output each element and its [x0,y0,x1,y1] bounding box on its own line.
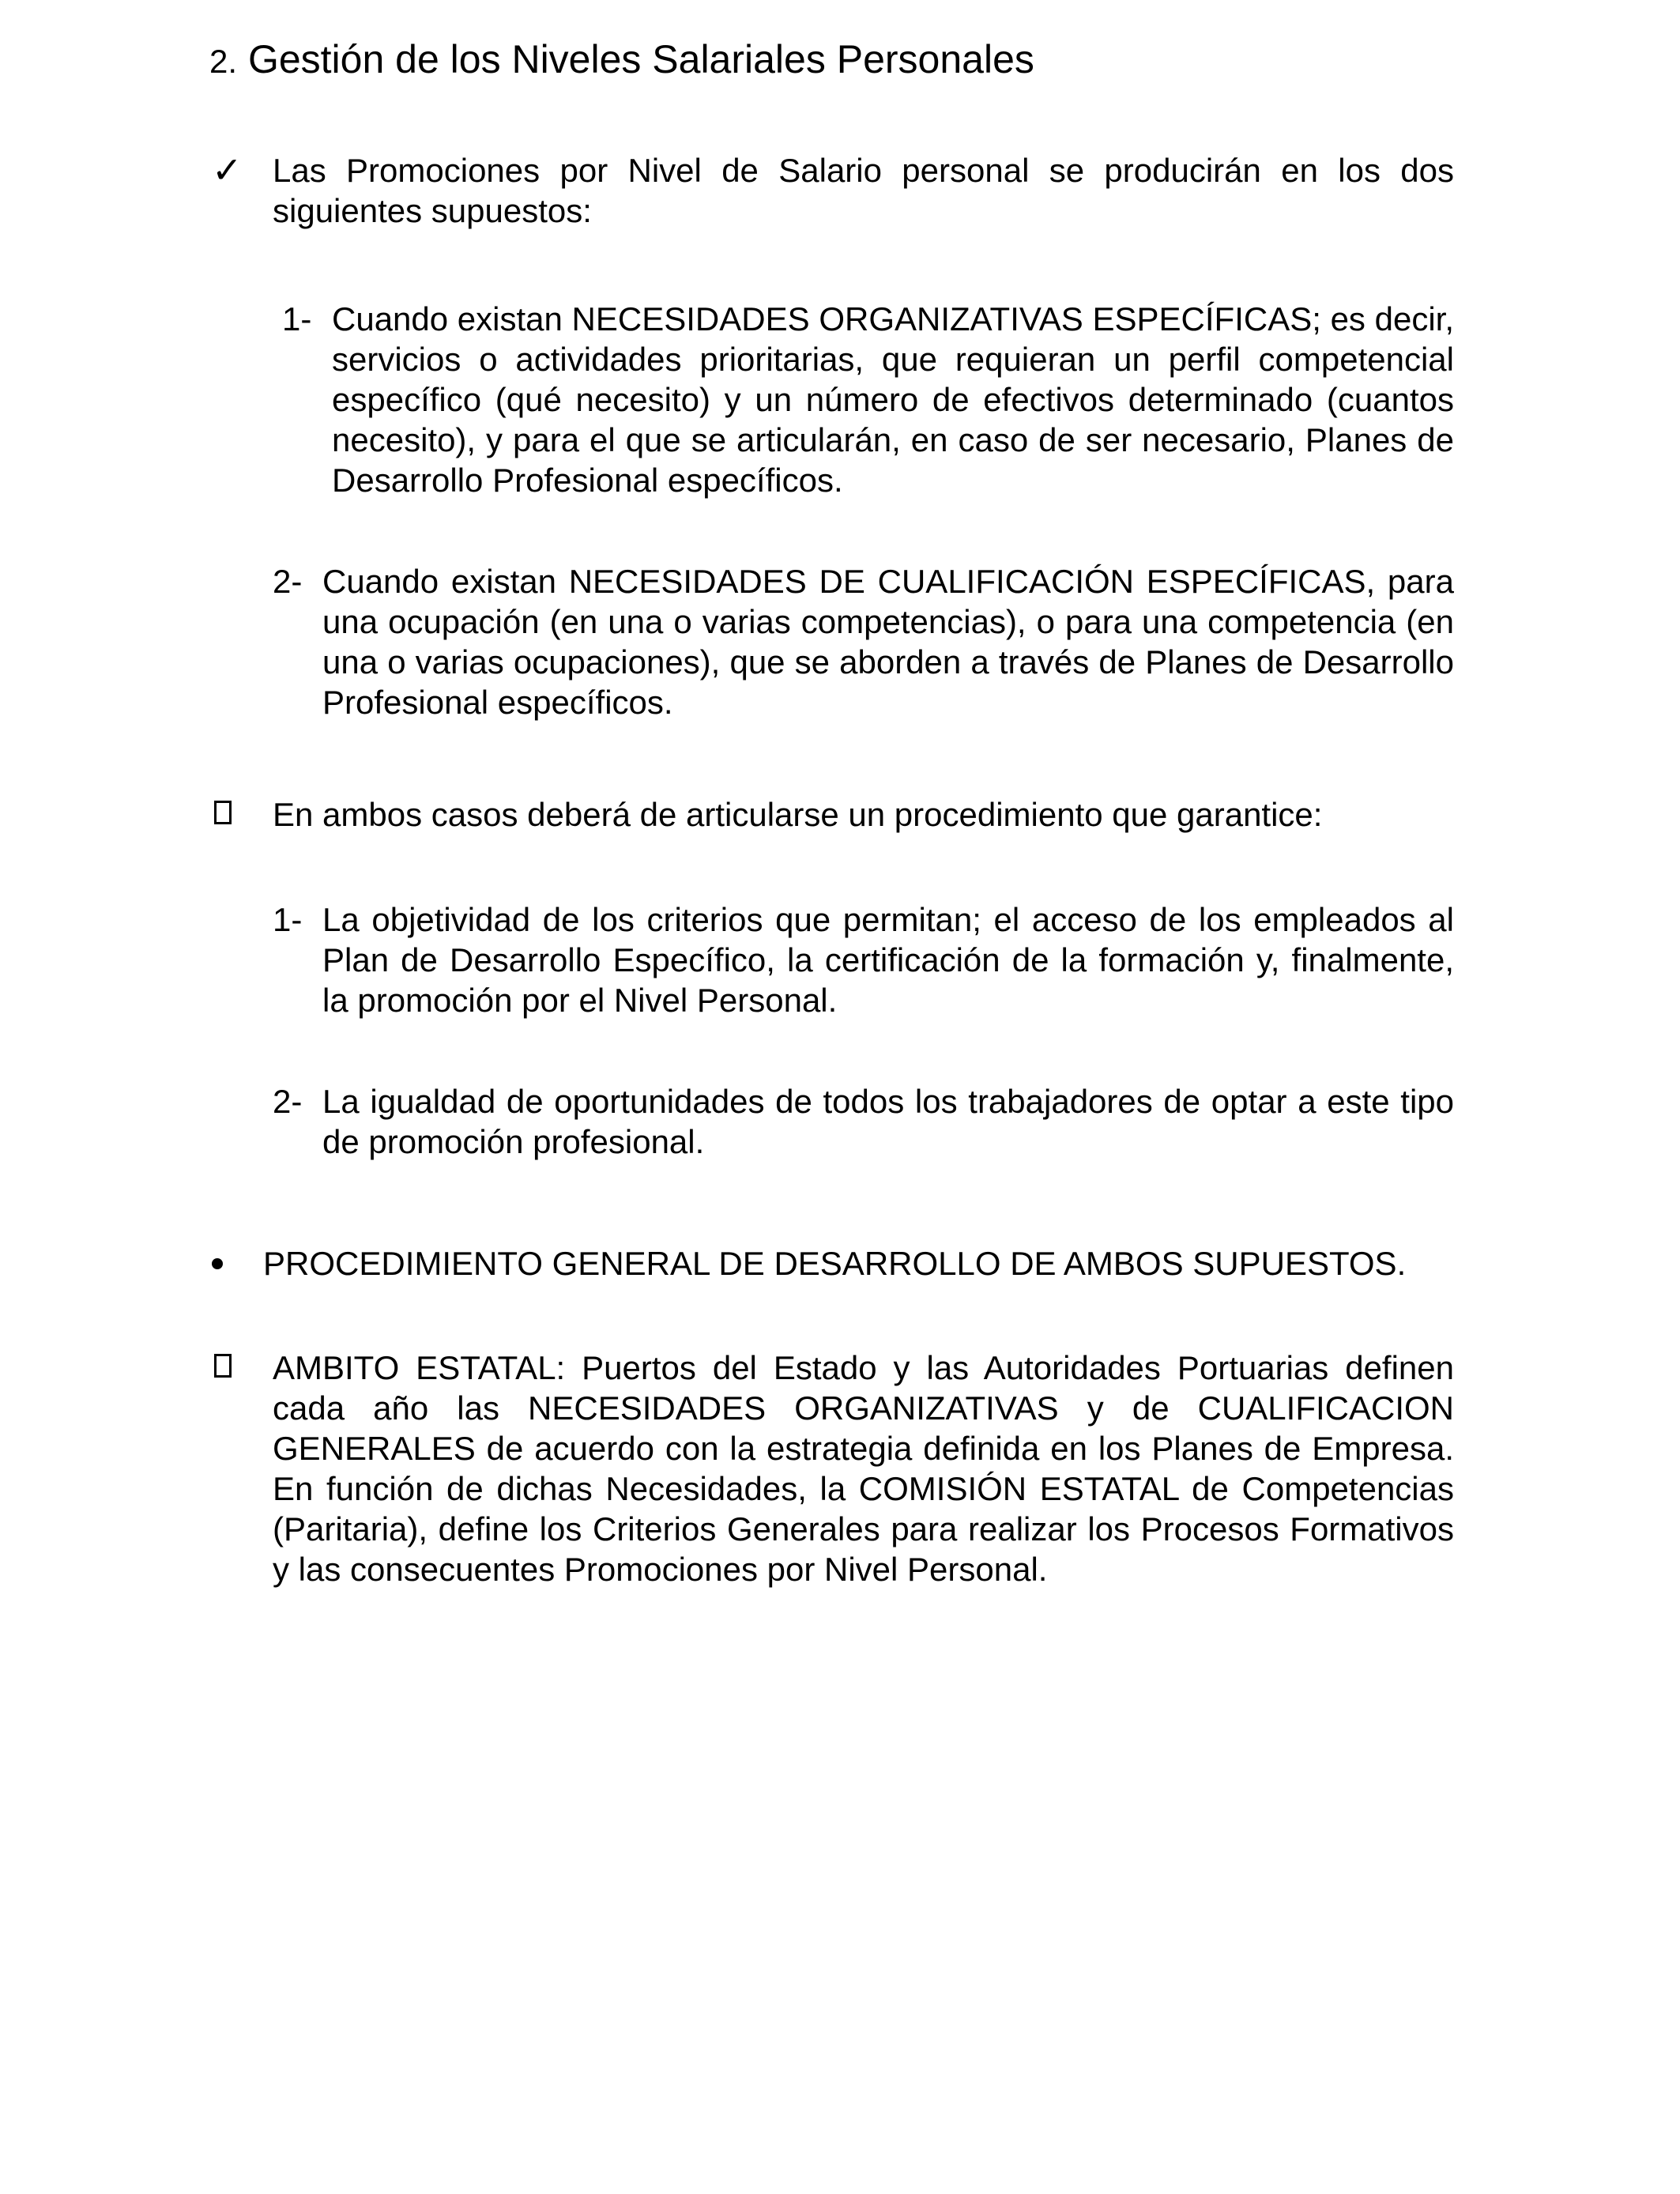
section1-intro: Las Promociones por Nivel de Salario personal se producirán en los dos siguientes supuestos: [273,152,1454,229]
section2-intro: En ambos casos deberá de articularse un procedimiento que garantice: [273,796,1323,833]
section2-item1-text: La objetividad de los criterios que permitan; el acceso de los empleados al Plan de Desarrollo Específico, la certificación de la formación y, finalmente, la promoción por el Nivel Personal. [322,901,1454,1019]
section2-item2-number: 2- [273,1083,303,1120]
section-heading [209,32,1034,89]
section1-item2-number: 2- [273,563,303,600]
section2-item1-number: 1- [273,901,303,938]
section1-item1-text: Cuando existan NECESIDADES ORGANIZATIVAS ESPECÍFICAS; es decir, servicios o actividades prioritarias, que requieran un perfil competencial específico (qué necesito) y un número de efectivos determinado (cuantos necesito), y para el que se articularán, en caso de ser necesario, Planes de Desarrollo Profesional específicos. [332,300,1454,499]
section1-item1-number: 1- [282,300,312,337]
square-bullet-icon [214,801,232,824]
section2-item2-text: La igualdad de oportunidades de todos los trabajadores de optar a este tipo de promoción profesional. [322,1083,1454,1160]
bullet-dot-icon [212,1258,223,1269]
checkmark-icon: ✓ [212,149,243,190]
section4-text: AMBITO ESTATAL: Puertos del Estado y las Autoridades Portuarias definen cada año las NECESIDADES ORGANIZATIVAS y de CUALIFICACION GENERALES de acuerdo con la estrategia definida en los Planes de Empresa. En función de dichas Necesidades, la COMISIÓN ESTATAL de Competencias (Paritaria), define los Criterios Generales para realizar los Procesos Formativos y las consecuentes Promociones por Nivel Personal. [273,1349,1454,1588]
heading-title: Gestión de los Niveles Salariales Personales [247,37,1034,81]
section1-item2-text: Cuando existan NECESIDADES DE CUALIFICACIÓN ESPECÍFICAS, para una ocupación (en una o varias competencias), o para una competencia (en una o varias ocupaciones), que se aborden a través de Planes de Desarrollo Profesional específicos. [322,563,1454,721]
section3-text: PROCEDIMIENTO GENERAL DE DESARROLLO DE AMBOS SUPUESTOS. [263,1245,1407,1282]
square-bullet-icon-2 [214,1354,232,1378]
heading-number: 2. [209,43,238,80]
